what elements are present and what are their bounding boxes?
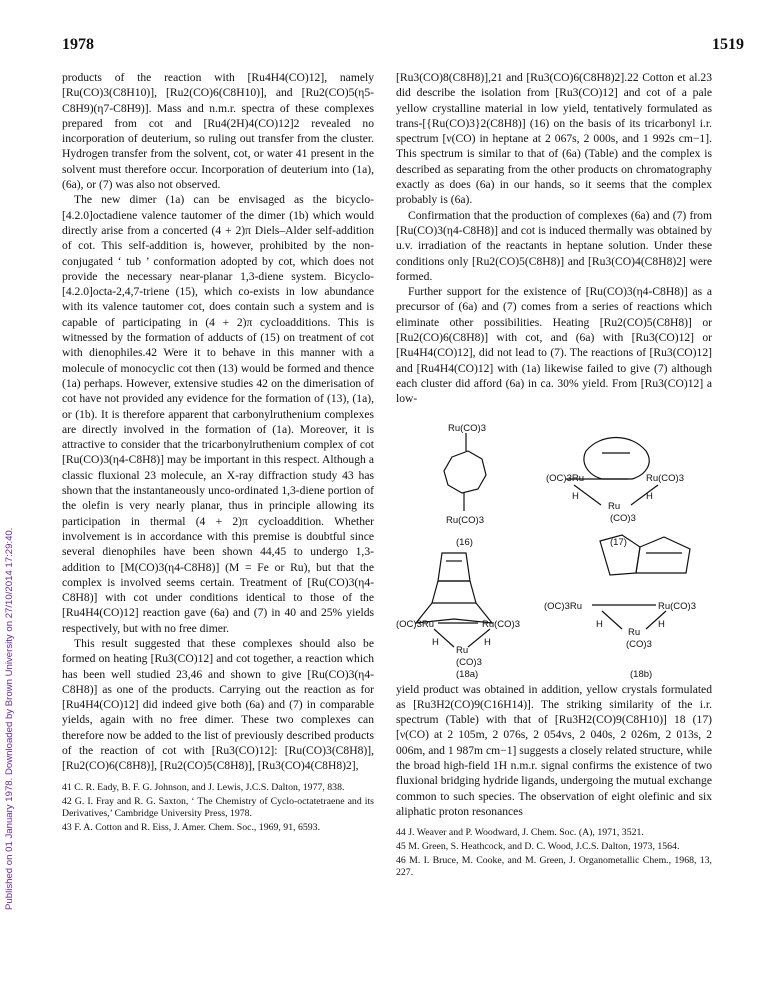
label-18a-right: Ru(CO)3 xyxy=(482,618,521,630)
footnote: 45 M. Green, S. Heathcock, and D. C. Wood, J.C.S. Dalton, 1973, 1564. xyxy=(396,841,680,853)
compound-number-18a: (18a) xyxy=(456,668,479,680)
label-18b-h1: H xyxy=(596,618,603,630)
label-17-right: Ru(CO)3 xyxy=(646,472,685,484)
left-column xyxy=(62,70,374,836)
ring-17 xyxy=(584,437,649,479)
cot-ring-16 xyxy=(444,451,486,493)
ring-18a-top xyxy=(438,553,470,581)
publication-notice[interactable]: Published on 01 January 1978. Downloaded by Brown University on 27/10/2014 17:29:40. xyxy=(4,527,15,910)
paragraph: This result suggested that these complexes should also be formed on heating [Ru3(CO)12] and cot together, a reaction which has been well studied 23,46 and shown to give [Ru(CO)3(η4-C8H8)] as one of the products. Carrying out the reaction as for [Ru4H4(CO)12] did indeed give both (6a) and (7) in comparable yields, again with no free dimer. These two complexes can therefore now be added to the list of previously described products of the reaction of cot with [Ru3(CO)12]: [Ru(CO)3(C8H8)], [Ru2(CO)6(C8H8)], [Ru2(CO)5(C8H8)], [Ru3(CO)4(C8H8)2], xyxy=(62,636,374,773)
label-17-co: (CO)3 xyxy=(610,512,636,524)
ru-h-bond-17b xyxy=(631,485,658,505)
label-18b-ru: Ru xyxy=(628,626,641,638)
paragraph: [Ru3(CO)8(C8H8)],21 and [Ru3(CO)6(C8H8)2].22 Cotton et al.23 did describe the isolation from [Ru3(CO)12] and cot of a pale yellow crystalline material in low yield, tentatively formulated as trans-[{Ru(CO)3}2(C8H8)] (16) on the basis of its tricarbonyl i.r. spectrum [ν(CO) in heptane at 2 067s, 2 000s, and 1 992s cm−1]. This spectrum is similar to that of (6a) (Table) and the complex is described as separating from the other products on chromatography exactly as does (6a) in our hands, so it seems that the complex probably is (6a). xyxy=(396,71,712,207)
footnotes-left xyxy=(62,782,374,834)
label-16-top: Ru(CO)3 xyxy=(448,422,487,434)
right-column xyxy=(396,70,712,881)
page-number: 1519 xyxy=(712,36,744,53)
label-18b-co: (CO)3 xyxy=(626,638,652,650)
label-18b-left: (OC)3Ru xyxy=(544,600,583,612)
label-17-left: (OC)3Ru xyxy=(546,472,585,484)
label-18b-right: Ru(CO)3 xyxy=(658,600,697,612)
paragraph: yield product was obtained in addition, yellow crystals formulated as [Ru3H2(CO)9(C16H14)]. The striking similarity of the i.r. spectrum (Table) with that of [Ru3H2(CO)9(C8H10)] 18 (17) [ν(CO) at 2 105m, 2 076s, 2 054vs, 2 040s, 2 026m, 2 013s, 2 006m, and 1 987m cm−1] suggests a closely related structure, while the broad high-field 1H n.m.r. signal confirms the existence of two fluxional bridging hydride ligands, undergoing the mutual exchange common to such species. The observation of eight olefinic and six aliphatic proton resonances xyxy=(396,682,712,818)
page-header-year: 1978 xyxy=(62,36,94,53)
compound-number-17: (17) xyxy=(610,536,627,548)
label-17-ru: Ru xyxy=(608,500,621,512)
ring-18a-mid xyxy=(432,581,476,603)
label-17-h1: H xyxy=(572,490,579,502)
label-18a-ru: Ru xyxy=(456,644,469,656)
publication-sidebar xyxy=(4,150,18,910)
paragraph: Further support for the existence of [Ru(CO)3(η4-C8H8)] as a precursor of (6a) and (7) comes from a series of reactions which eliminate other possibilities. Heating [Ru2(CO)5(C8H8)] or [Ru2(CO)6(C8H8)] with cot, and (6a) with [Ru3(CO)12] or [Ru4H4(CO)12], did not lead to (7). The reactions of [Ru3(CO)12] and [Ru4H4(CO)12] with (1a) likewise failed to give (7) although each cluster did afford (6a) in ca. 30% yield. From [Ru3(CO)12] a low- xyxy=(396,285,712,406)
ring-18b-right xyxy=(636,537,690,573)
structure-drawings xyxy=(396,413,712,678)
ru-h-bond-18b-a xyxy=(602,611,622,629)
footnote: 44 J. Weaver and P. Woodward, J. Chem. Soc. (A), 1971, 3521. xyxy=(396,827,644,839)
footnote: 42 G. I. Fray and R. G. Saxton, ‘ The Chemistry of Cyclo-octatetraene and its Derivatives,’ Cambridge University Press, 1978. xyxy=(62,795,374,819)
paragraph: The new dimer (1a) can be envisaged as the bicyclo-[4.2.0]octadiene valence tautomer of the dimer (1b) which would directly arise from a concerted (4 + 2)π Diels–Alder self-addition of cot. This self-addition is, however, prohibited by the non-conjugated ‘ tub ’ conformation adopted by cot, which does not provide the necessary near-planar 1,3-diene system. Bicyclo-[4.2.0]octa-2,4,7-triene (15), which co-exists in low abundance with its valence tautomer cot, does contain such a system and is capable of participating in (4 + 2)π cycloadditions. This is witnessed by the formation of adducts of (15) on treatment of cot with dienophiles.42 Were it to behave in this manner with a molecule of monocyclic cot then (13) would be formed and thence (1a) perhaps. However, extensive studies 42 on the dimerisation of cot have not provided any evidence for the formation of (13), (1a), or (1b). It is therefore apparent that carbonylruthenium complexes are directly involved in the formation of (1a). Moreover, it is attractive to consider that the tricarbonylruthenium complex of cot [Ru(CO)3(η4-C8H8)] may be important in this respect. Although a classic fluxional 23 molecule, an X-ray diffraction study 43 has shown that the instantaneously unco-ordinated 1,3-diene portion of the olefin is very nearly planar, thus in principle allowing its participation in thermal (4 + 2)π cycloaddition. Whether involvement is in accordance with this premise is doubtful since several dienophiles have been shown 44,45 to undergo 1,3-addition to [M(CO)3(η4-C8H8)] (M = Fe or Ru), but that the complex is involved seems certain. Treatment of [Ru(CO)3(η4-C8H8)] with cot under conditions identical to those of the [Ru4H4(CO)12] reaction gave (6a) and (7) in 40 and 25% yields respectively, but with no free dimer. xyxy=(62,193,374,635)
label-18b-h2: H xyxy=(658,618,665,630)
compound-number-18b: (18b) xyxy=(630,668,653,680)
label-18a-co: (CO)3 xyxy=(456,656,482,668)
compound-number-16: (16) xyxy=(456,536,473,548)
label-18a-left: (OC)3Ru xyxy=(396,618,435,630)
label-17-h2: H xyxy=(646,490,653,502)
structure-figure xyxy=(396,413,712,678)
paragraph: products of the reaction with [Ru4H4(CO)12], namely [Ru(CO)3(C8H10)], [Ru2(CO)6(C8H10)], and [Ru2(CO)5(η5-C8H9)(η7-C8H9)]. Mass and n.m.r. spectra of these complexes prepared from cot and [Ru4(2H)4(CO)12]2 revealed no incorporation of deuterium, so ruling out transfer from the cluster. Hydrogen transfer from the solvent, cot, or water 41 present in the solvent must therefore occur. Incorporation of deuterium into (1a), (6a), or (7) was also not observed. xyxy=(62,71,374,192)
footnotes-right xyxy=(396,827,712,879)
label-18a-h2: H xyxy=(484,636,491,648)
footnote: 46 M. I. Bruce, M. Cooke, and M. Green, J. Organometallic Chem., 1968, 13, 227. xyxy=(396,855,712,879)
footnote: 41 C. R. Eady, B. F. G. Johnson, and J. Lewis, J.C.S. Dalton, 1977, 838. xyxy=(62,781,345,793)
paragraph: Confirmation that the production of complexes (6a) and (7) from [Ru(CO)3(η4-C8H8)] and cot is induced thermally was obtained by u.v. irradiation of the reactants in heptane solution. Under these conditions only [Ru2(CO)5(C8H8)] and [Ru3(CO)4(C8H8)2] were formed. xyxy=(396,208,712,283)
footnote: 43 F. A. Cotton and R. Eiss, J. Amer. Chem. Soc., 1969, 91, 6593. xyxy=(62,821,321,833)
label-16-bottom: Ru(CO)3 xyxy=(446,514,485,526)
label-18a-h1: H xyxy=(432,636,439,648)
